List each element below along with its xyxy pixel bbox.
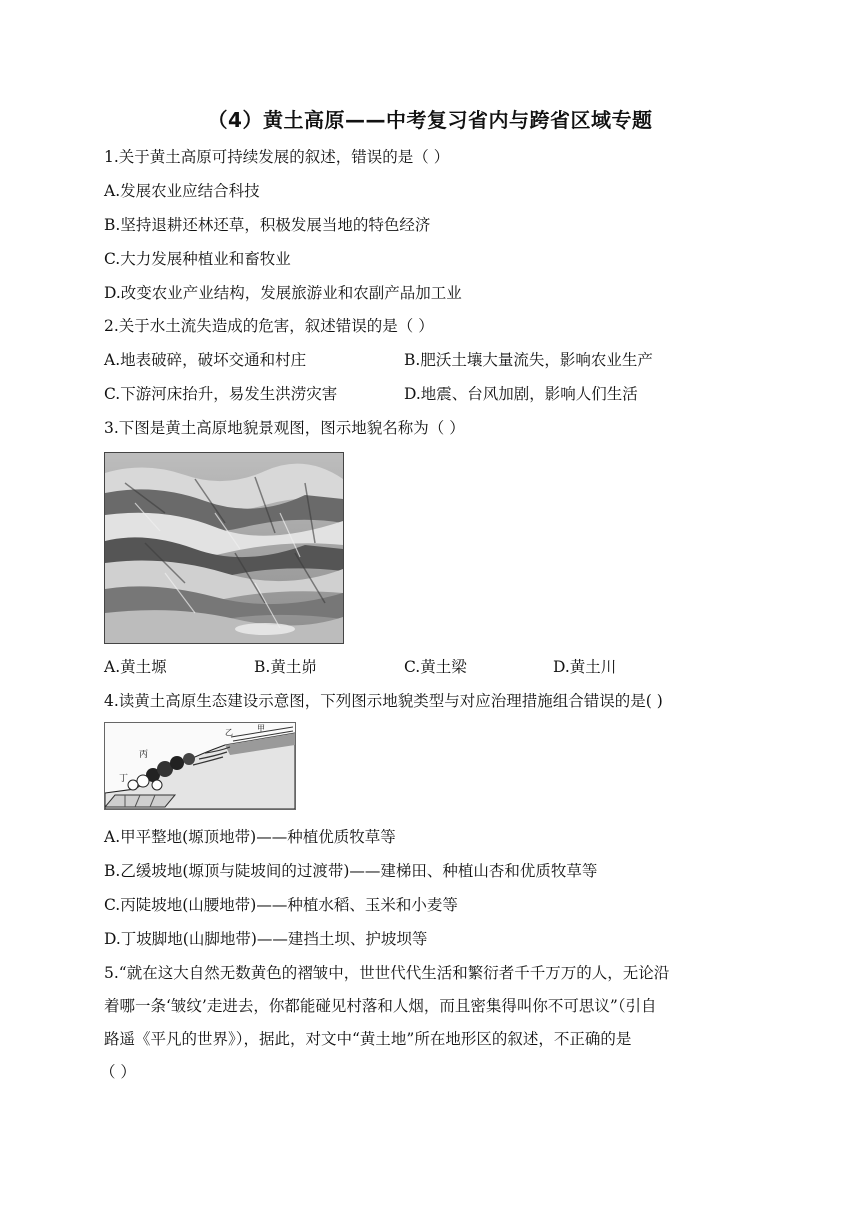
fig-label-jia: 甲 bbox=[257, 724, 265, 733]
q4-option-d: D.丁坡脚地(山脚地带)——建挡土坝、护坡坝等 bbox=[104, 930, 428, 948]
q3-option-b: B.黄土峁 bbox=[254, 658, 317, 676]
ecology-schematic bbox=[105, 723, 295, 809]
q3-stem: 3.下图是黄土高原地貌景观图，图示地貌名称为（ ） bbox=[104, 419, 465, 437]
q3-option-c: C.黄土梁 bbox=[404, 658, 467, 676]
fig-label-bing: 丙 bbox=[139, 750, 149, 760]
q4-option-b: B.乙缓坡地(塬顶与陡坡间的过渡带)——建梯田、种植山杏和优质牧草等 bbox=[104, 862, 598, 880]
q5-line-1: 5.“就在这大自然无数黄色的褶皱中，世世代代生活和繁衍者千千万万的人，无论沿 bbox=[104, 964, 670, 982]
q2-option-c: C.下游河床抬升，易发生洪涝灾害 bbox=[104, 385, 338, 403]
q4-option-a: A.甲平整地(塬顶地带)——种植优质牧草等 bbox=[104, 828, 396, 846]
fig-label-yi: 乙 bbox=[225, 728, 233, 737]
q4-option-c: C.丙陡坡地(山腰地带)——种植水稻、玉米和小麦等 bbox=[104, 896, 458, 914]
loess-landscape-photo bbox=[104, 452, 344, 644]
page-title: （4）黄土高原——中考复习省内与跨省区域专题 bbox=[207, 108, 653, 132]
loess-ecology-diagram bbox=[104, 722, 296, 810]
q1-option-b: B.坚持退耕还林还草，积极发展当地的特色经济 bbox=[104, 216, 431, 234]
q1-option-c: C.大力发展种植业和畜牧业 bbox=[104, 250, 291, 268]
fig-label-ding: 丁 bbox=[119, 774, 129, 784]
q1-option-a: A.发展农业应结合科技 bbox=[104, 182, 260, 200]
q3-option-a: A.黄土塬 bbox=[104, 658, 167, 676]
q2-option-a: A.地表破碎，破坏交通和村庄 bbox=[104, 351, 307, 369]
q5-line-4: （ ） bbox=[100, 1063, 136, 1081]
q3-option-d: D.黄土川 bbox=[553, 658, 617, 676]
q1-stem: 1.关于黄土高原可持续发展的叙述，错误的是（ ） bbox=[104, 148, 450, 166]
q4-stem: 4.读黄土高原生态建设示意图，下列图示地貌类型与对应治理措施组合错误的是( ) bbox=[104, 692, 663, 710]
q5-line-2: 着哪一条‘皱纹’走进去，你都能碰见村落和人烟，而且密集得叫你不可思议”（引自 bbox=[104, 997, 657, 1015]
q2-option-d: D.地震、台风加剧，影响人们生活 bbox=[404, 385, 638, 403]
q2-option-b: B.肥沃土壤大量流失，影响农业生产 bbox=[404, 351, 653, 369]
loess-ridge-image bbox=[105, 453, 343, 643]
q1-option-d: D.改变农业产业结构，发展旅游业和农副产品加工业 bbox=[104, 284, 462, 302]
q2-stem: 2.关于水土流失造成的危害，叙述错误的是（ ） bbox=[104, 317, 434, 335]
q5-line-3: 路遥《平凡的世界》），据此，对文中“黄土地”所在地形区的叙述，不正确的是 bbox=[104, 1030, 632, 1048]
